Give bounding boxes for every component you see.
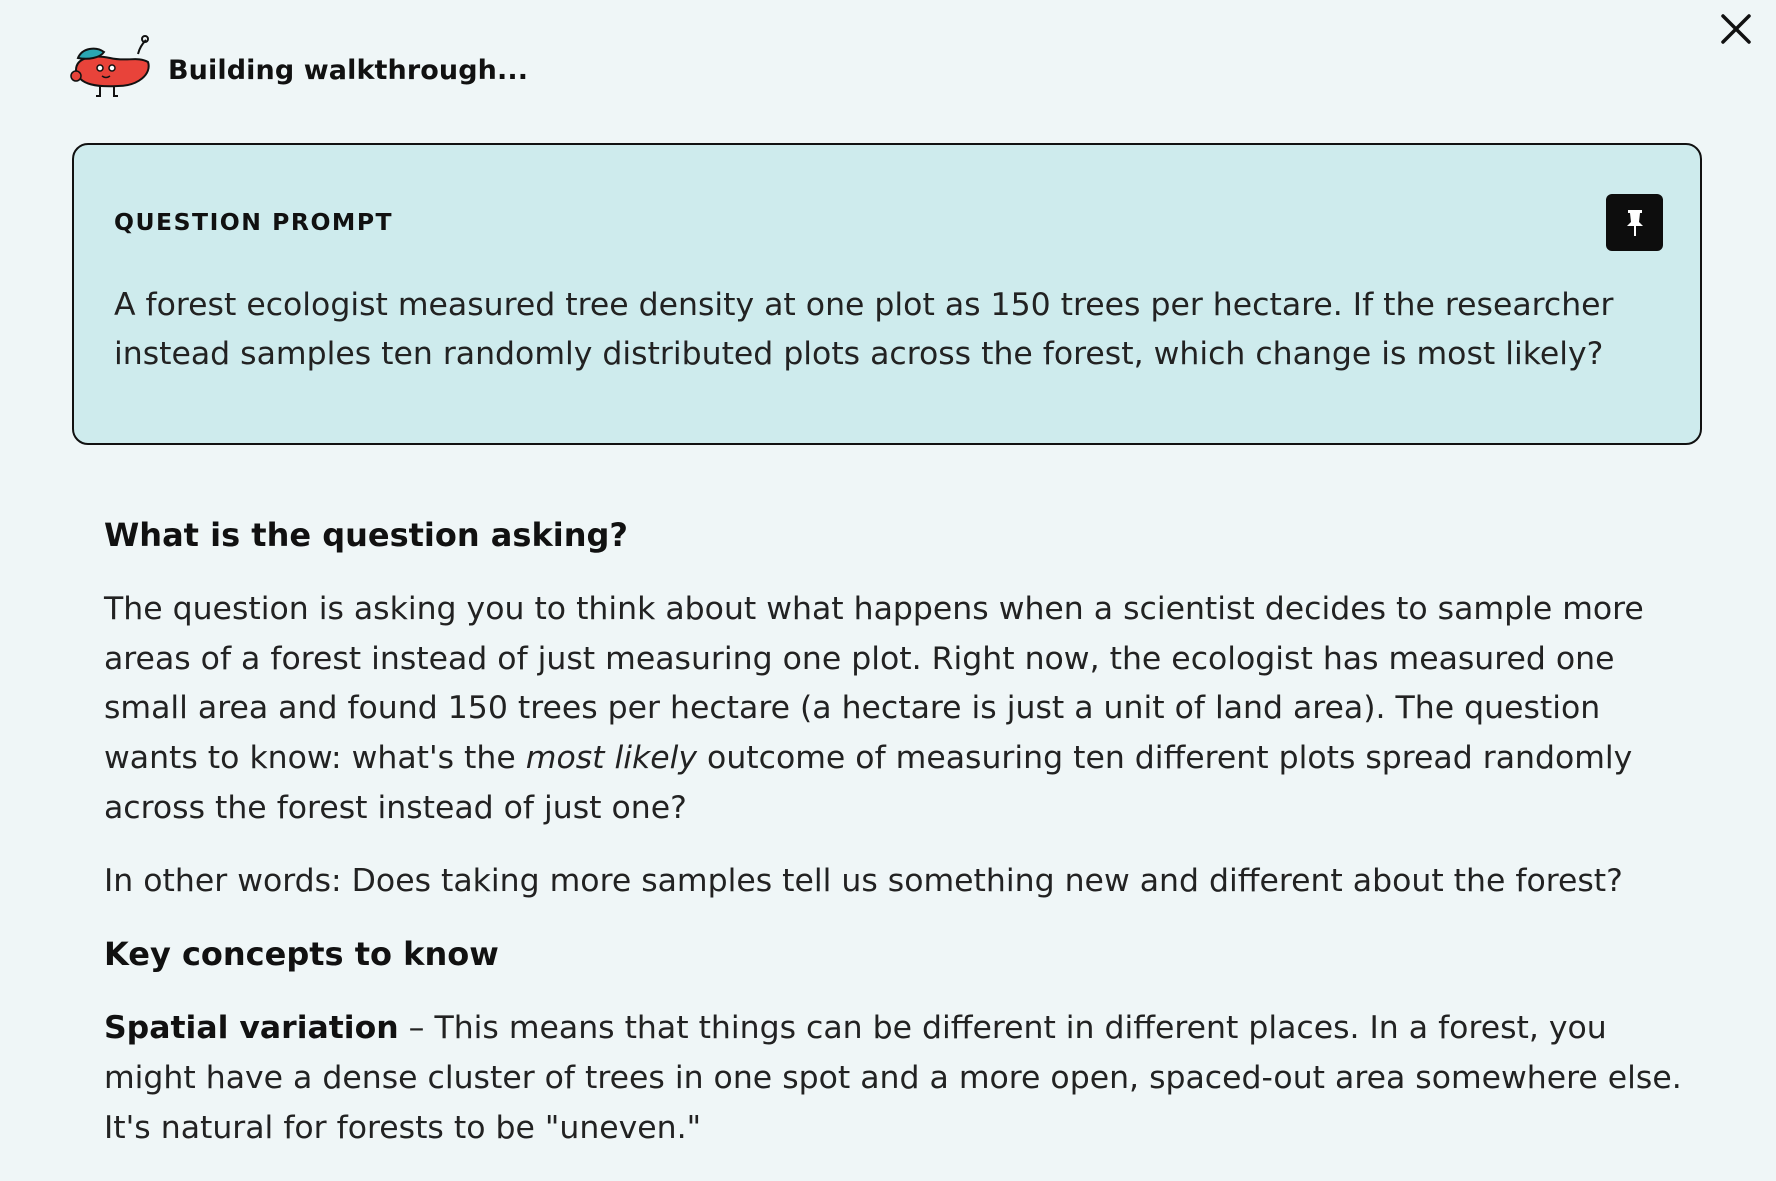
walkthrough-content [104,507,1684,1153]
section-heading: Key concepts to know [104,935,499,974]
concept-term: Spatial variation [104,1010,399,1047]
close-icon [1712,10,1760,50]
emphasis-text: most likely [525,740,698,777]
concept-definition: – This means that things can be different in different places. In a forest, you might have a dense cluster of trees in one spot and a more open, spaced-out area somewhere else. It's natural for forests to be "uneven." [104,1010,1682,1146]
question-prompt-card [72,143,1702,445]
paragraph-text: outcome of measuring ten different plots spread randomly across the forest instead of just one? [104,740,1633,826]
pin-button[interactable] [1606,194,1663,251]
header [70,34,528,106]
paragraph-text: The question is asking you to think about what happens when a scientist decides to sample more areas of a forest instead of just measuring one plot. Right now, the ecologist has measured one small area and found 150 trees per hectare (a hectare is just a unit of land area). The question wants to know: what's the [104,591,1644,777]
question-prompt-label: QUESTION PROMPT [114,208,394,236]
explanation-paragraph: In other words: Does taking more samples tell us something new and different about the forest? [104,862,1623,899]
close-button[interactable] [1712,10,1760,50]
pin-icon [1623,208,1647,238]
explanation-paragraph [104,585,1684,834]
concept-paragraph [104,1004,1684,1153]
chili-mascot-icon [70,34,154,106]
header-title: Building walkthrough... [168,54,529,86]
section-heading: What is the question asking? [104,516,628,554]
question-prompt-text: A forest ecologist measured tree density at one plot as 150 trees per hectare. If the researcher instead samples ten randomly distributed plots across the forest, which change is most likely? [114,287,1614,372]
